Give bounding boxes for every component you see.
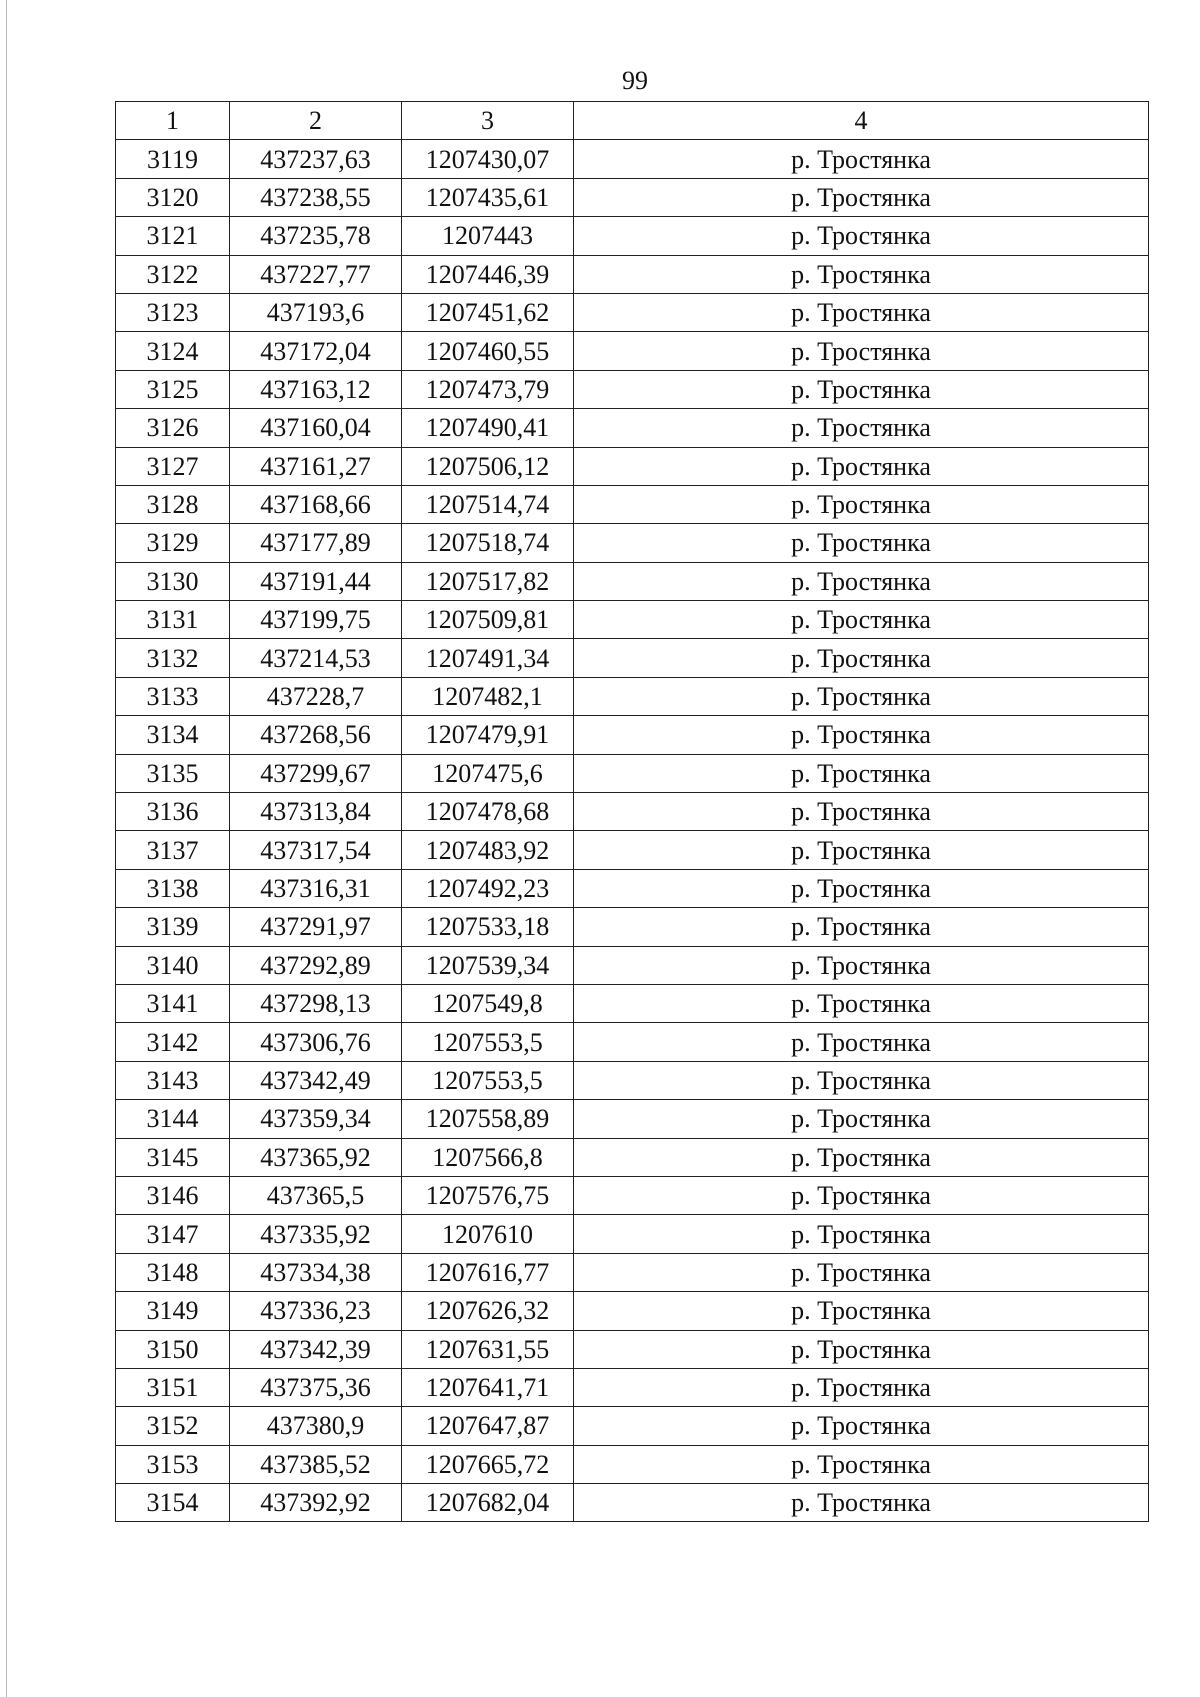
point-number-cell: 3133 <box>116 677 230 715</box>
description-cell: р. Тростянка <box>574 716 1149 754</box>
x-coordinate-cell: 437316,31 <box>230 869 402 907</box>
y-coordinate-cell: 1207483,92 <box>402 831 574 869</box>
x-coordinate-cell: 437335,92 <box>230 1215 402 1253</box>
y-coordinate-cell: 1207566,8 <box>402 1138 574 1176</box>
table-row <box>116 217 1149 255</box>
y-coordinate-cell: 1207533,18 <box>402 908 574 946</box>
table-row <box>116 1253 1149 1291</box>
y-coordinate-cell: 1207558,89 <box>402 1100 574 1138</box>
point-number-cell: 3152 <box>116 1407 230 1445</box>
point-number-cell: 3126 <box>116 409 230 447</box>
y-coordinate-cell: 1207682,04 <box>402 1484 574 1522</box>
y-coordinate-cell: 1207490,41 <box>402 409 574 447</box>
table-row <box>116 1407 1149 1445</box>
table-row <box>116 485 1149 523</box>
y-coordinate-cell: 1207518,74 <box>402 524 574 562</box>
x-coordinate-cell: 437365,92 <box>230 1138 402 1176</box>
y-coordinate-cell: 1207616,77 <box>402 1253 574 1291</box>
description-cell: р. Тростянка <box>574 1292 1149 1330</box>
point-number-cell: 3137 <box>116 831 230 869</box>
table-row <box>116 1484 1149 1522</box>
table-row <box>116 1061 1149 1099</box>
y-coordinate-cell: 1207641,71 <box>402 1368 574 1406</box>
point-number-cell: 3131 <box>116 601 230 639</box>
point-number-cell: 3124 <box>116 332 230 370</box>
description-cell: р. Тростянка <box>574 178 1149 216</box>
y-coordinate-cell: 1207517,82 <box>402 562 574 600</box>
point-number-cell: 3135 <box>116 754 230 792</box>
y-coordinate-cell: 1207631,55 <box>402 1330 574 1368</box>
x-coordinate-cell: 437336,23 <box>230 1292 402 1330</box>
table-row <box>116 946 1149 984</box>
y-coordinate-cell: 1207491,34 <box>402 639 574 677</box>
point-number-cell: 3144 <box>116 1100 230 1138</box>
x-coordinate-cell: 437299,67 <box>230 754 402 792</box>
point-number-cell: 3149 <box>116 1292 230 1330</box>
x-coordinate-cell: 437292,89 <box>230 946 402 984</box>
x-coordinate-cell: 437214,53 <box>230 639 402 677</box>
table-row <box>116 447 1149 485</box>
y-coordinate-cell: 1207553,5 <box>402 1061 574 1099</box>
point-number-cell: 3154 <box>116 1484 230 1522</box>
table-row <box>116 1138 1149 1176</box>
description-cell: р. Тростянка <box>574 1330 1149 1368</box>
point-number-cell: 3139 <box>116 908 230 946</box>
table-row <box>116 716 1149 754</box>
table-row <box>116 140 1149 178</box>
description-cell: р. Тростянка <box>574 140 1149 178</box>
x-coordinate-cell: 437177,89 <box>230 524 402 562</box>
x-coordinate-cell: 437306,76 <box>230 1023 402 1061</box>
description-cell: р. Тростянка <box>574 447 1149 485</box>
point-number-cell: 3130 <box>116 562 230 600</box>
table-row <box>116 1215 1149 1253</box>
x-coordinate-cell: 437238,55 <box>230 178 402 216</box>
point-number-cell: 3119 <box>116 140 230 178</box>
y-coordinate-cell: 1207576,75 <box>402 1176 574 1214</box>
x-coordinate-cell: 437392,92 <box>230 1484 402 1522</box>
y-coordinate-cell: 1207492,23 <box>402 869 574 907</box>
x-coordinate-cell: 437235,78 <box>230 217 402 255</box>
x-coordinate-cell: 437298,13 <box>230 984 402 1022</box>
description-cell: р. Тростянка <box>574 524 1149 562</box>
column-header-3: 3 <box>402 102 574 140</box>
y-coordinate-cell: 1207475,6 <box>402 754 574 792</box>
page-edge-line <box>6 0 7 1697</box>
description-cell: р. Тростянка <box>574 831 1149 869</box>
x-coordinate-cell: 437172,04 <box>230 332 402 370</box>
point-number-cell: 3141 <box>116 984 230 1022</box>
point-number-cell: 3128 <box>116 485 230 523</box>
y-coordinate-cell: 1207539,34 <box>402 946 574 984</box>
point-number-cell: 3151 <box>116 1368 230 1406</box>
y-coordinate-cell: 1207626,32 <box>402 1292 574 1330</box>
point-number-cell: 3120 <box>116 178 230 216</box>
page-number: 99 <box>622 66 648 95</box>
table-row <box>116 601 1149 639</box>
point-number-cell: 3127 <box>116 447 230 485</box>
point-number-cell: 3140 <box>116 946 230 984</box>
column-header-4: 4 <box>574 102 1149 140</box>
x-coordinate-cell: 437385,52 <box>230 1445 402 1483</box>
x-coordinate-cell: 437365,5 <box>230 1176 402 1214</box>
description-cell: р. Тростянка <box>574 485 1149 523</box>
description-cell: р. Тростянка <box>574 601 1149 639</box>
column-header-1: 1 <box>116 102 230 140</box>
x-coordinate-cell: 437359,34 <box>230 1100 402 1138</box>
x-coordinate-cell: 437313,84 <box>230 793 402 831</box>
x-coordinate-cell: 437160,04 <box>230 409 402 447</box>
y-coordinate-cell: 1207478,68 <box>402 793 574 831</box>
x-coordinate-cell: 437342,49 <box>230 1061 402 1099</box>
y-coordinate-cell: 1207460,55 <box>402 332 574 370</box>
point-number-cell: 3122 <box>116 255 230 293</box>
description-cell: р. Тростянка <box>574 946 1149 984</box>
table-row <box>116 1445 1149 1483</box>
point-number-cell: 3143 <box>116 1061 230 1099</box>
x-coordinate-cell: 437268,56 <box>230 716 402 754</box>
description-cell: р. Тростянка <box>574 1138 1149 1176</box>
y-coordinate-cell: 1207446,39 <box>402 255 574 293</box>
description-cell: р. Тростянка <box>574 1445 1149 1483</box>
description-cell: р. Тростянка <box>574 984 1149 1022</box>
point-number-cell: 3123 <box>116 293 230 331</box>
description-cell: р. Тростянка <box>574 869 1149 907</box>
table-row <box>116 754 1149 792</box>
point-number-cell: 3132 <box>116 639 230 677</box>
x-coordinate-cell: 437375,36 <box>230 1368 402 1406</box>
table-row <box>116 793 1149 831</box>
x-coordinate-cell: 437334,38 <box>230 1253 402 1291</box>
y-coordinate-cell: 1207665,72 <box>402 1445 574 1483</box>
table-row <box>116 409 1149 447</box>
description-cell: р. Тростянка <box>574 1100 1149 1138</box>
table-header-row <box>116 102 1149 140</box>
description-cell: р. Тростянка <box>574 1253 1149 1291</box>
x-coordinate-cell: 437161,27 <box>230 447 402 485</box>
table-row <box>116 524 1149 562</box>
point-number-cell: 3148 <box>116 1253 230 1291</box>
y-coordinate-cell: 1207443 <box>402 217 574 255</box>
y-coordinate-cell: 1207473,79 <box>402 370 574 408</box>
x-coordinate-cell: 437227,77 <box>230 255 402 293</box>
table-row <box>116 831 1149 869</box>
y-coordinate-cell: 1207482,1 <box>402 677 574 715</box>
y-coordinate-cell: 1207514,74 <box>402 485 574 523</box>
table-row <box>116 1292 1149 1330</box>
table-row <box>116 178 1149 216</box>
point-number-cell: 3136 <box>116 793 230 831</box>
x-coordinate-cell: 437237,63 <box>230 140 402 178</box>
table-row <box>116 1100 1149 1138</box>
x-coordinate-cell: 437163,12 <box>230 370 402 408</box>
table-row <box>116 255 1149 293</box>
y-coordinate-cell: 1207553,5 <box>402 1023 574 1061</box>
column-header-2: 2 <box>230 102 402 140</box>
description-cell: р. Тростянка <box>574 332 1149 370</box>
point-number-cell: 3142 <box>116 1023 230 1061</box>
x-coordinate-cell: 437168,66 <box>230 485 402 523</box>
coordinates-table <box>115 101 1149 1522</box>
table-row <box>116 869 1149 907</box>
description-cell: р. Тростянка <box>574 1215 1149 1253</box>
description-cell: р. Тростянка <box>574 1407 1149 1445</box>
description-cell: р. Тростянка <box>574 1176 1149 1214</box>
description-cell: р. Тростянка <box>574 217 1149 255</box>
table-row <box>116 984 1149 1022</box>
table-body <box>116 140 1149 1522</box>
description-cell: р. Тростянка <box>574 639 1149 677</box>
point-number-cell: 3145 <box>116 1138 230 1176</box>
description-cell: р. Тростянка <box>574 793 1149 831</box>
y-coordinate-cell: 1207430,07 <box>402 140 574 178</box>
point-number-cell: 3129 <box>116 524 230 562</box>
x-coordinate-cell: 437228,7 <box>230 677 402 715</box>
point-number-cell: 3125 <box>116 370 230 408</box>
table-row <box>116 908 1149 946</box>
y-coordinate-cell: 1207509,81 <box>402 601 574 639</box>
y-coordinate-cell: 1207479,91 <box>402 716 574 754</box>
x-coordinate-cell: 437291,97 <box>230 908 402 946</box>
point-number-cell: 3134 <box>116 716 230 754</box>
y-coordinate-cell: 1207549,8 <box>402 984 574 1022</box>
table-row <box>116 370 1149 408</box>
table-row <box>116 332 1149 370</box>
description-cell: р. Тростянка <box>574 1368 1149 1406</box>
table-row <box>116 293 1149 331</box>
y-coordinate-cell: 1207647,87 <box>402 1407 574 1445</box>
description-cell: р. Тростянка <box>574 1061 1149 1099</box>
point-number-cell: 3153 <box>116 1445 230 1483</box>
description-cell: р. Тростянка <box>574 1023 1149 1061</box>
description-cell: р. Тростянка <box>574 677 1149 715</box>
table-row <box>116 1368 1149 1406</box>
description-cell: р. Тростянка <box>574 1484 1149 1522</box>
x-coordinate-cell: 437191,44 <box>230 562 402 600</box>
point-number-cell: 3147 <box>116 1215 230 1253</box>
description-cell: р. Тростянка <box>574 409 1149 447</box>
table-row <box>116 639 1149 677</box>
y-coordinate-cell: 1207610 <box>402 1215 574 1253</box>
description-cell: р. Тростянка <box>574 908 1149 946</box>
x-coordinate-cell: 437342,39 <box>230 1330 402 1368</box>
x-coordinate-cell: 437317,54 <box>230 831 402 869</box>
table-row <box>116 562 1149 600</box>
point-number-cell: 3146 <box>116 1176 230 1214</box>
table-row <box>116 1023 1149 1061</box>
description-cell: р. Тростянка <box>574 754 1149 792</box>
table-row <box>116 1330 1149 1368</box>
y-coordinate-cell: 1207506,12 <box>402 447 574 485</box>
point-number-cell: 3138 <box>116 869 230 907</box>
point-number-cell: 3150 <box>116 1330 230 1368</box>
point-number-cell: 3121 <box>116 217 230 255</box>
y-coordinate-cell: 1207451,62 <box>402 293 574 331</box>
description-cell: р. Тростянка <box>574 293 1149 331</box>
y-coordinate-cell: 1207435,61 <box>402 178 574 216</box>
description-cell: р. Тростянка <box>574 255 1149 293</box>
x-coordinate-cell: 437193,6 <box>230 293 402 331</box>
description-cell: р. Тростянка <box>574 562 1149 600</box>
description-cell: р. Тростянка <box>574 370 1149 408</box>
table-row <box>116 677 1149 715</box>
x-coordinate-cell: 437380,9 <box>230 1407 402 1445</box>
x-coordinate-cell: 437199,75 <box>230 601 402 639</box>
table-row <box>116 1176 1149 1214</box>
